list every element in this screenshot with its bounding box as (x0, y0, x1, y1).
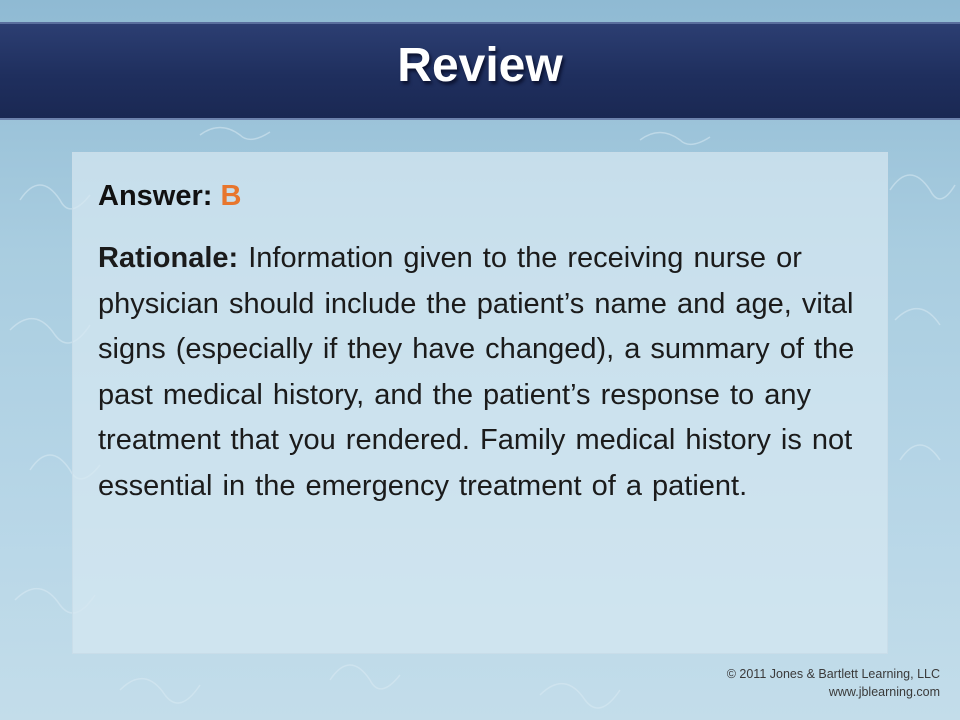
rationale-paragraph (98, 236, 868, 509)
website-text: www.jblearning.com (828, 685, 940, 699)
answer-label: Answer: (98, 180, 213, 212)
copyright-footer (727, 665, 940, 701)
answer-line (98, 177, 241, 215)
copyright-text: © 2011 Jones & Bartlett Learning, LLC (726, 667, 940, 681)
rationale-label: Rationale: (98, 242, 239, 274)
answer-value: B (220, 180, 242, 212)
rationale-text: Information given to the receiving nurse or physician should include the patient’s name and age, vital signs (especially if they have changed), a summary of the past medical history, and the patient’s response to any treatment that you rendered. Family medical history is not essential in the emergency treatment of a patient. (98, 242, 855, 502)
slide-title: Review (397, 39, 563, 92)
